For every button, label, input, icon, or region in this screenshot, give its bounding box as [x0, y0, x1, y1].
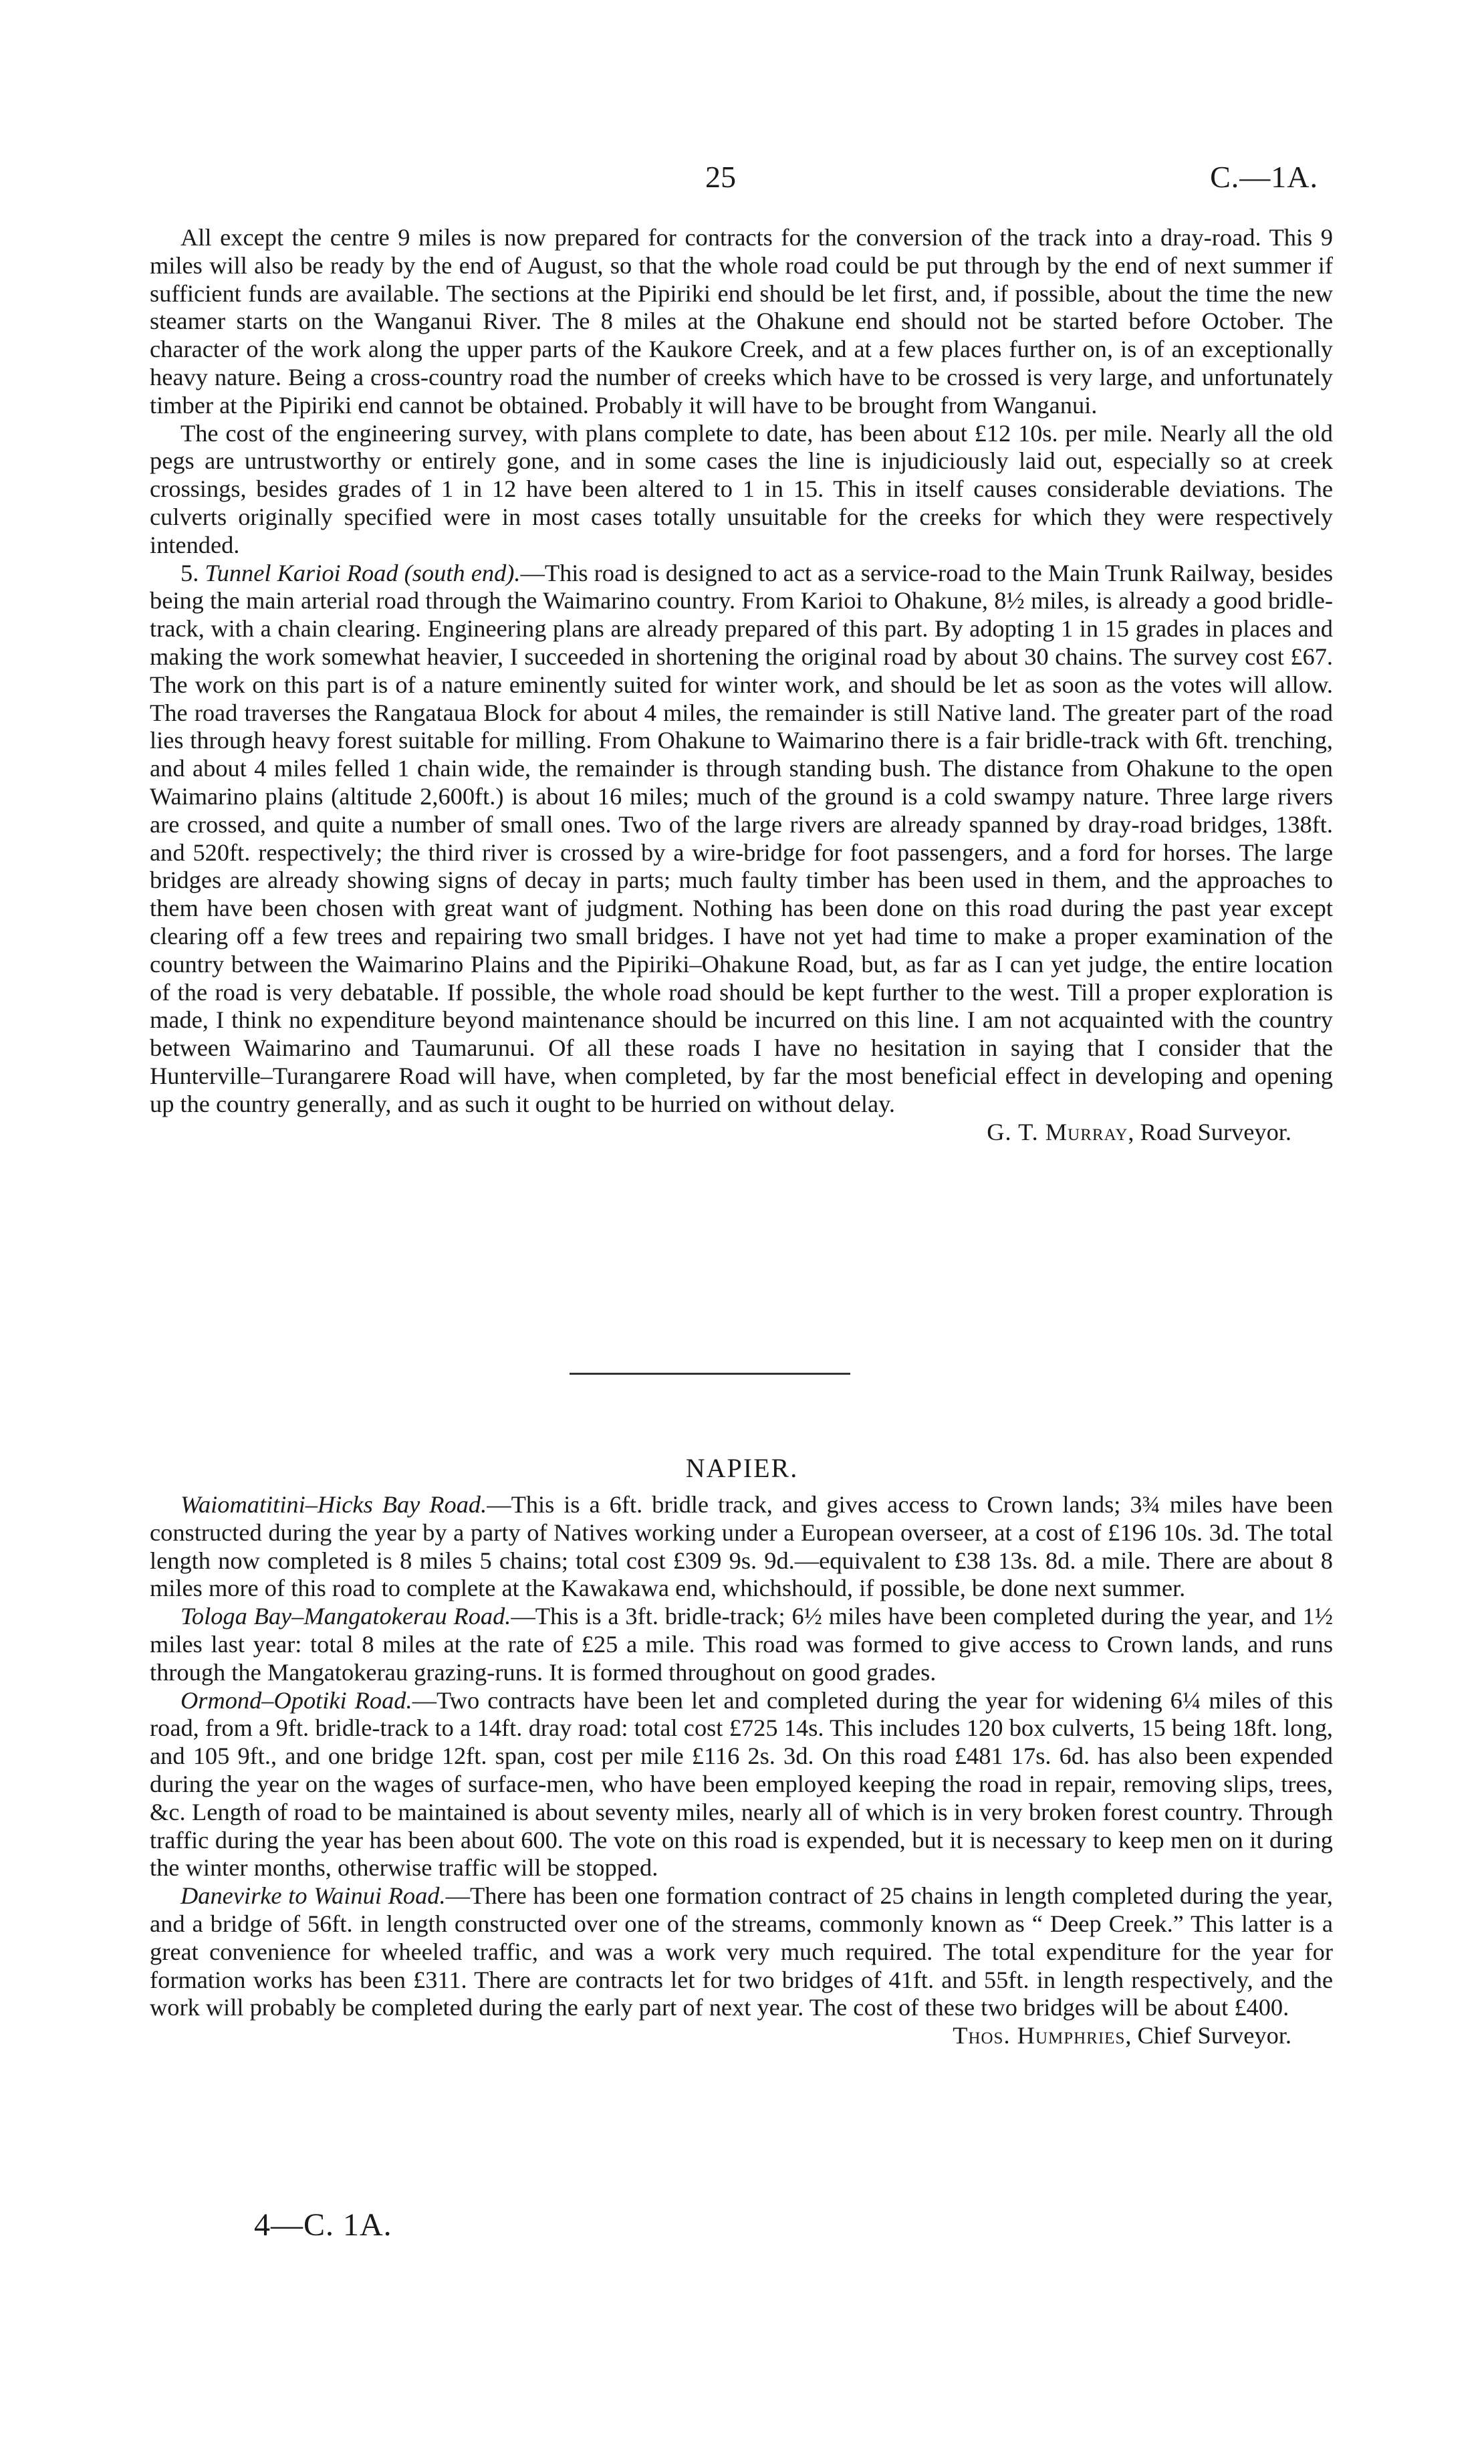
signature-name: G. T. Murray — [987, 1118, 1128, 1145]
signature — [150, 1119, 1333, 1147]
road-title: Ormond–Opotiki Road. — [180, 1686, 412, 1714]
signature-name: Thos. Humphries — [953, 2022, 1126, 2049]
road-title: Danevirke to Wainui Road. — [180, 1882, 446, 1910]
road-entry — [150, 1491, 1333, 1603]
page-number: 25 — [705, 160, 736, 194]
paragraph-5 — [150, 560, 1333, 1119]
signature-title: , Road Surveyor. — [1128, 1118, 1291, 1145]
road-entry — [150, 1603, 1333, 1686]
sheet-mark: 4—C. 1A. — [254, 2207, 392, 2243]
road-title: Tologa Bay–Mangatokerau Road. — [180, 1603, 511, 1630]
paragraph: The cost of the engineering survey, with plans complete to date, has been about £12 10s. per mile. Nearly all the old pegs are untrustworthy or entirely gone, and in some cases the line is injudiciously laid out, especially so at creek crossings, besides grades of 1 in 12 have been altered to 1 in 15. This in itself causes considerable deviations. The culverts originally specified were in most cases totally unsuitable for the creeks for which they were respectively intended. — [150, 419, 1333, 558]
paragraph: All except the centre 9 miles is now prepared for contracts for the conversion of the track into a dray-road. This 9 miles will also be ready by the end of August, so that the whole road could be put through by the end of next summer if sufficient funds are available. The sections at the Pipiriki end should be let first, and, if possible, about the time the new steamer starts on the Wanganui River. The 8 miles at the Ohakune end should not be started before October. The character of the work along the upper parts of the Kaukore Creek, and at a few places further on, is of an exceptionally heavy nature. Being a cross-country road the number of creeks which have to be crossed is very large, and unfortunately timber at the Pipiriki end cannot be obtained. Probably it will have to be brought from Wanganui. — [150, 224, 1333, 419]
signature-title: , Chief Surveyor. — [1125, 2022, 1291, 2049]
road-title: Tunnel Karioi Road (south end). — [205, 559, 521, 586]
page-header — [0, 159, 1484, 199]
paragraph-text: —This road is designed to act as a service-road to the Main Trunk Railway, besides being the main arterial road through the Waimarino country. From Karioi to Ohakune, 8½ miles, is already a good bridle-track, with a chain clearing. Engineering plans are already prepared of this part. By adopting 1 in 15 grades in places and making the work somewhat heavier, I succeeded in shortening the original road by about 30 chains. The survey cost £67. The work on this part is of a nature eminently suited for winter work, and should be let as soon as the votes will allow. The road traverses the Rangataua Block for about 4 miles, the remainder is still Native land. The greater part of the road lies through heavy forest suitable for milling. From Ohakune to Waimarino there is a fair bridle-track with 6ft. trenching, and about 4 miles felled 1 chain wide, the remainder is through standing bush. The distance from Ohakune to the open Waimarino plains (altitude 2,600ft.) is about 16 miles; much of the ground is a cold swampy nature. Three large rivers are crossed, and quite a number of small ones. Two of the large rivers are already spanned by dray-road bridges, 138ft. and 520ft. respectively; the third river is crossed by a wire-bridge for foot passengers, and a ford for horses. The large bridges are already showing signs of decay in parts; much faulty timber has been used in them, and the approaches to them have been chosen with great want of judgment. Nothing has been done on this road during the past year except clearing off a few trees and repairing two small bridges. I have not yet had time to make a proper examination of the country between the Waimarino Plains and the Pipiriki–Ohakune Road, but, as far as I can yet judge, the entire location of the road is very debatable. If possible, the whole road should be kept further to the west. Till a proper exploration is made, I think no expenditure beyond maintenance should be incurred on this line. I am not acquainted with the country between Waimarino and Taumarunui. Of all these roads I have no hesitation in saying that I consider that the Hunterville–Turangarere Road will have, when completed, by far the most beneficial effect in developing and opening up the country generally, and as such it ought to be hurried on without delay. — [150, 559, 1333, 1117]
road-title: Waiomatitini–Hicks Bay Road. — [180, 1491, 487, 1518]
road-text: —There has been one formation contract of 25 chains in length completed during the year, and a bridge of 56ft. in length constructed over one of the streams, commonly known as “ Deep Creek.” This latter is a great convenience for wheeled traffic, and was a work very much required. The total expenditure for the year for formation works has been £311. There are contracts let for two bridges of 41ft. and 55ft. in length respectively, and the work will probably be completed during the early part of next year. The cost of these two bridges will be about £400. — [150, 1882, 1333, 2021]
road-text: —Two contracts have been let and completed during the year for widening 6¼ miles of this road, from a 9ft. bridle-track to a 14ft. dray road: total cost £725 14s. This includes 120 box culverts, 15 being 18ft. long, and 105 9ft., and one bridge 12ft. span, cost per mile £116 2s. 3d. On this road £481 17s. 6d. has also been expended during the year on the wages of surface-men, who have been employed keeping the road in repair, removing slips, trees, &c. Length of road to be maintained is about seventy miles, nearly all of which is in very broken forest country. Through traffic during the year has been about 600. The vote on this road is expended, but it is necessary to keep men on it during the winter months, otherwise traffic will be stopped. — [150, 1686, 1333, 1882]
road-text: —This is a 3ft. bridle-track; 6½ miles have been completed during the year, and 1½ miles last year: total 8 miles at the rate of £25 a mile. This road was formed to give access to Crown lands, and runs through the Mangatokerau grazing-runs. It is formed throughout on good grades. — [150, 1603, 1333, 1686]
road-entry — [150, 1882, 1333, 2022]
section-heading: NAPIER. — [685, 1453, 799, 1483]
road-text: —This is a 6ft. bridle track, and gives access to Crown lands; 3¾ miles have been constructed during the year by a party of Natives working under a European overseer, at a cost of £196 10s. 3d. The total length now completed is 8 miles 5 chains; total cost £309 9s. 9d.—equivalent to £38 13s. 8d. a mile. There are about 8 miles more of this road to complete at the Kawakawa end, whichshould, if possible, be done next summer. — [150, 1491, 1333, 1602]
road-entry — [150, 1687, 1333, 1883]
napier-report — [150, 1491, 1333, 2050]
signature — [150, 2022, 1333, 2050]
road-surveyor-report — [150, 224, 1333, 1146]
paragraph-number: 5. — [180, 559, 199, 586]
document-reference: C.—1A. — [1210, 160, 1318, 194]
section-divider — [570, 1373, 850, 1375]
